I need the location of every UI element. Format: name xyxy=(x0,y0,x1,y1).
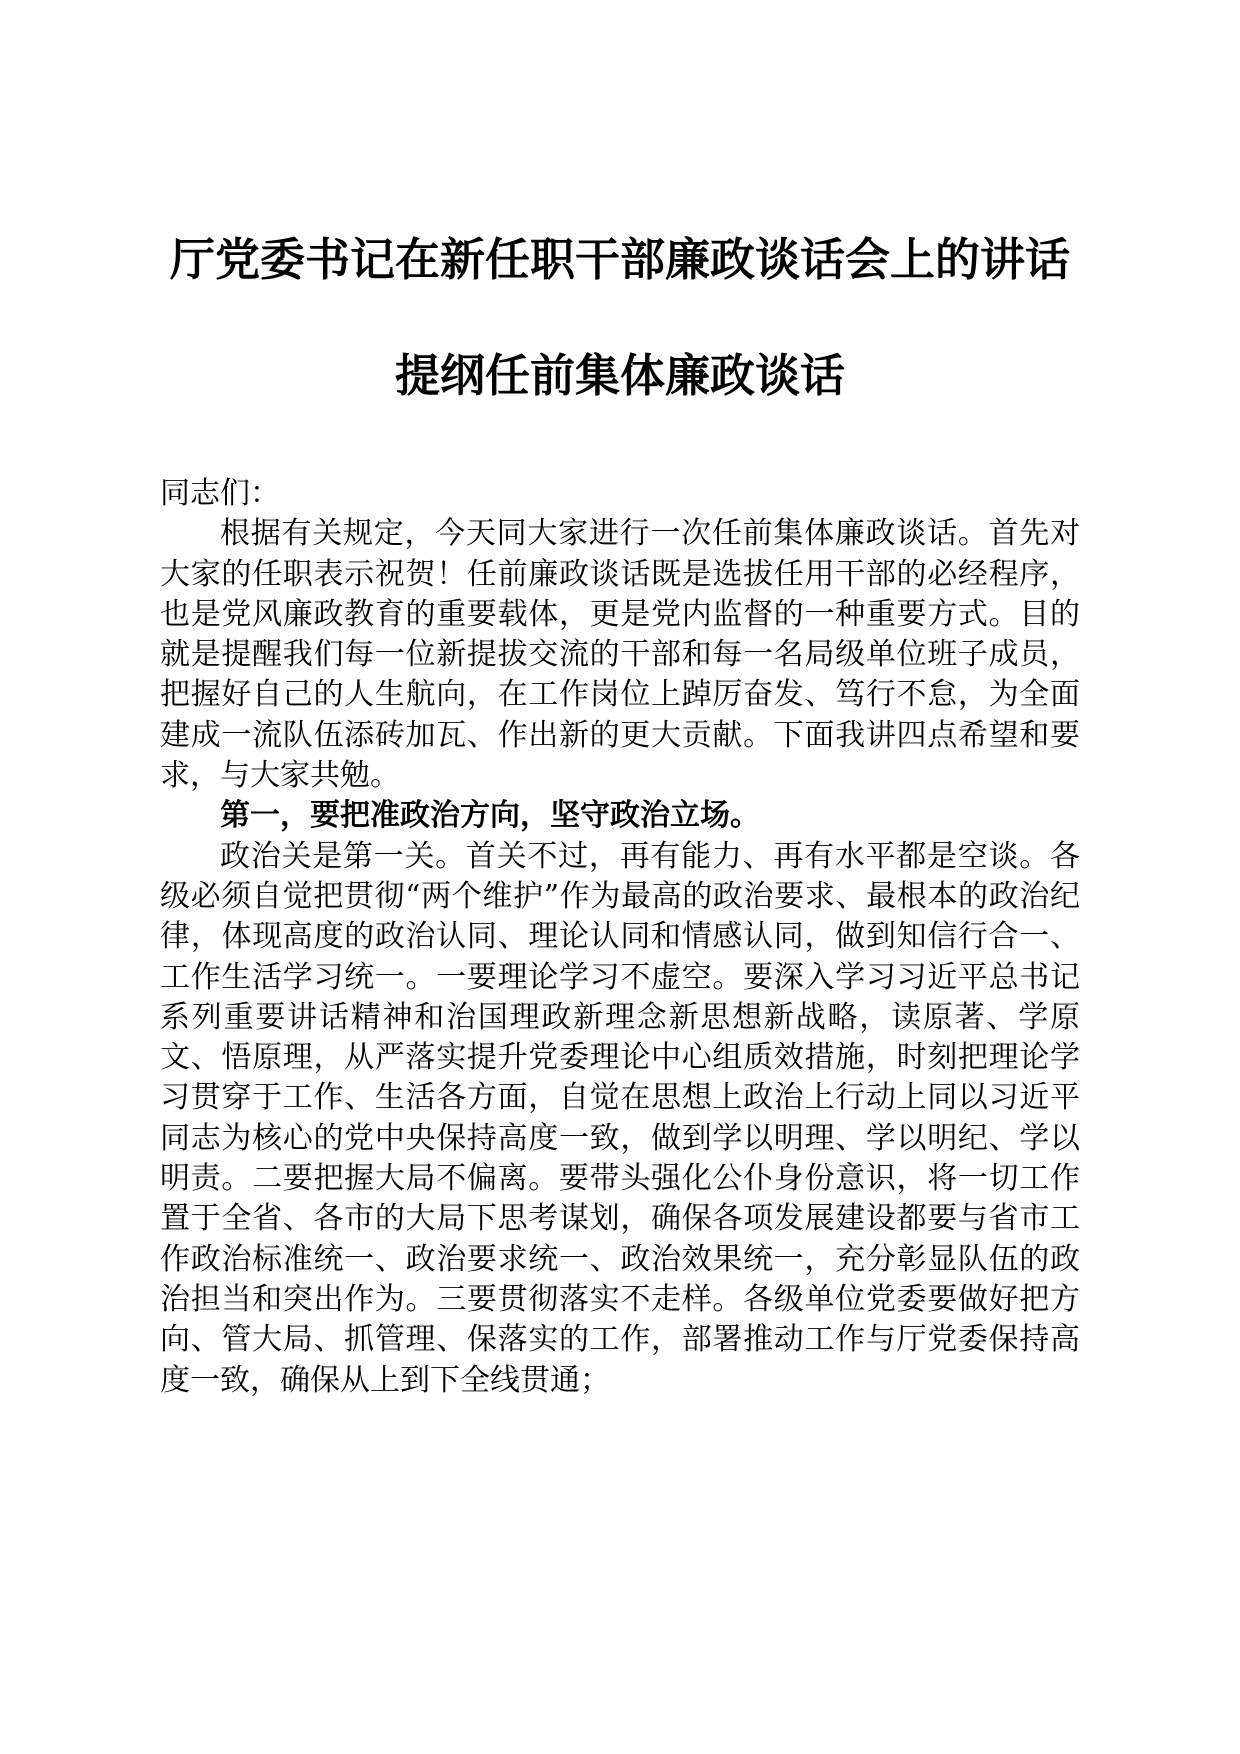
paragraph-political: 政治关是第一关。首关不过，再有能力、再有水平都是空谈。各级必须自觉把贯彻“两个维护”作为最高的政治要求、最根本的政治纪律，体现高度的政治认同、理论认同和情感认同，做到知信行合一、工作生活学习统一。一要理论学习不虚空。要深入学习习近平总书记系列重要讲话精神和治国理政新理念新思想新战略，读原著、学原文、悟原理，从严落实提升党委理论中心组质效措施，时刻把理论学习贯穿于工作、生活各方面，自觉在思想上政治上行动上同以习近平同志为核心的党中央保持高度一致，做到学以明理、学以明纪、学以明责。二要把握大局不偏离。要带头强化公仆身份意识，将一切工作置于全省、各市的大局下思考谋划，确保各项发展建设都要与省市工作政治标准统一、政治要求统一、政治效果统一，充分彰显队伍的政治担当和突出作为。三要贯彻落实不走样。各级单位党委要做好把方向、管大局、抓管理、保落实的工作，部署推动工作与厅党委保持高度一致，确保从上到下全线贯通； xyxy=(160,838,1080,1398)
document-body xyxy=(160,474,1080,1401)
section-heading-1: 第一，要把准政治方向，坚守政治立场。 xyxy=(220,798,760,834)
salutation: 同志们： xyxy=(160,476,280,511)
paragraph-intro: 根据有关规定，今天同大家进行一次任前集体廉政谈话。首先对大家的任职表示祝贺！任前廉政谈话既是选拔任用干部的必经程序，也是党风廉政教育的重要载体，更是党内监督的一种重要方式。目的就是提醒我们每一位新提拔交流的干部和每一名局级单位班子成员，把握好自己的人生航向，在工作岗位上踔厉奋发、笃行不怠，为全面建成一流队伍添砖加瓦、作出新的更大贡献。下面我讲四点希望和要求，与大家共勉。 xyxy=(160,516,1080,794)
document-title-line-1: 厅党委书记在新任职干部廉政谈话会上的讲话 xyxy=(169,233,1070,286)
document-title-line-2: 提纲任前集体廉政谈话 xyxy=(394,349,845,402)
